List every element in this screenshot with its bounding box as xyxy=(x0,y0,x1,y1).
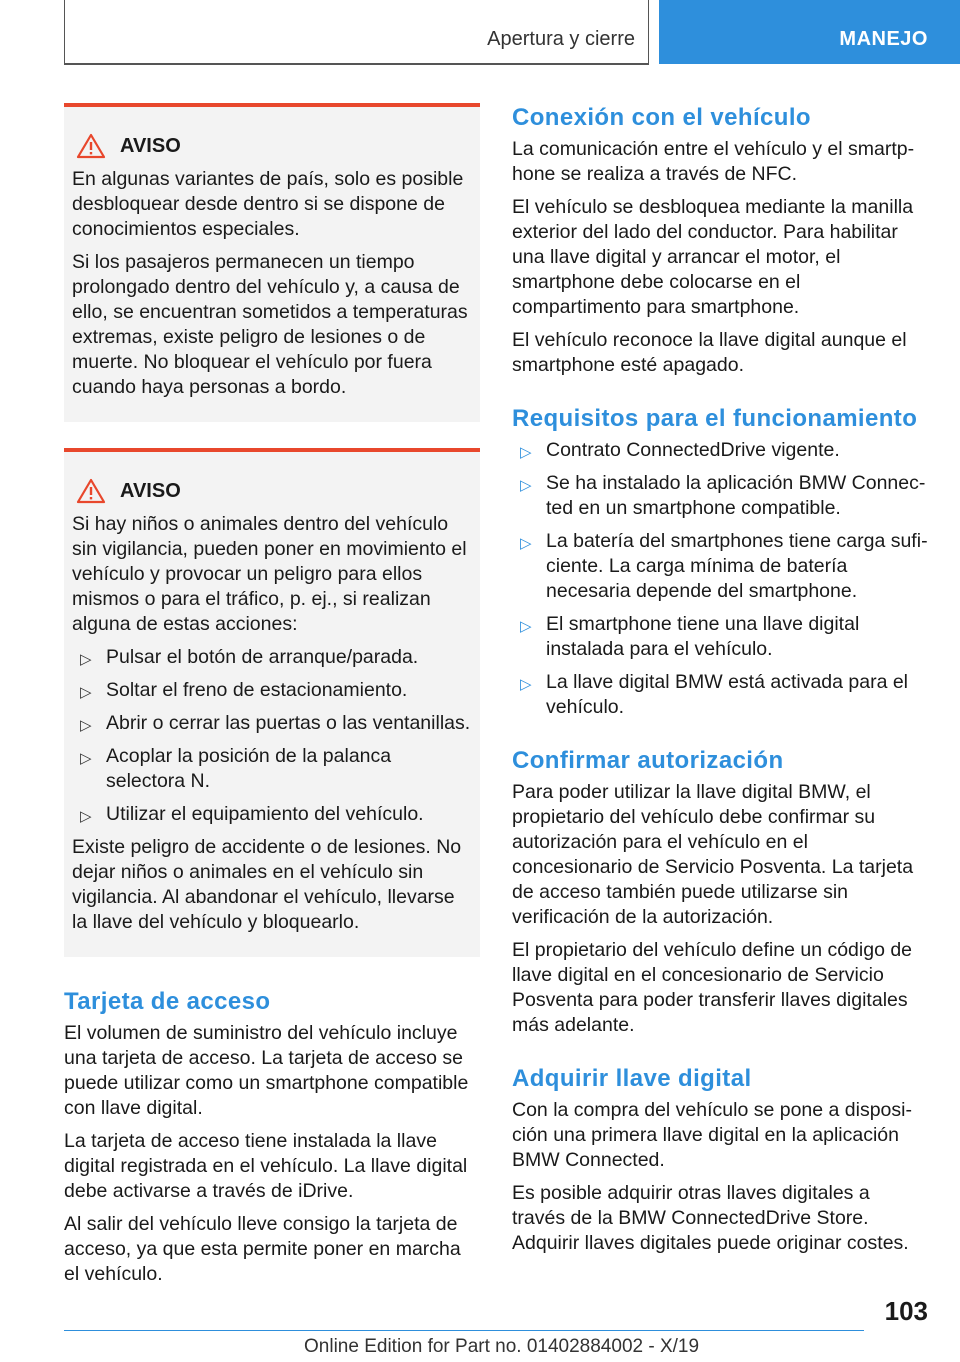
bullet-triangle-icon: ▷ xyxy=(520,618,532,635)
paragraph: El propietario del vehículo define un código de llave digital en el concesionario de Servicio Posventa para poder transferir llaves digitales más adelante. xyxy=(512,939,913,1036)
footer-edition-text: Online Edition for Part no. 01402884002 - X/19 xyxy=(304,1336,700,1357)
paragraph: El vehículo se desbloquea mediante la manilla exterior del lado del conductor. Para habilitar una llave digital y arrancar el motor, el smartphone debe colocarse en el compartimento para smartphone. xyxy=(512,196,914,318)
paragraph: Es posible adquirir otras llaves digitales a través de la BMW ConnectedDrive Store. Adquirir llaves digitales puede originar costes. xyxy=(512,1182,909,1254)
page-number: 103 xyxy=(884,1296,928,1326)
paragraph: La tarjeta de acceso tiene instalada la llave digital registrada en el vehículo. La llave digital debe activarse a través de iDrive. xyxy=(64,1130,468,1202)
paragraph: Con la compra del vehículo se pone a disposición una primera llave digital en la aplicación BMW Connected. xyxy=(512,1099,912,1171)
list-item: ▷ Se ha instalado la aplicación BMW Connected en un smartphone compatible. xyxy=(520,472,926,519)
bullet-triangle-icon: ▷ xyxy=(520,477,532,494)
section-requisitos xyxy=(512,404,928,720)
list-item: ▷ Acoplar la posición de la palanca selectora N. xyxy=(80,745,392,792)
warning-outro: Existe peligro de accidente o de lesiones. No dejar niños o animales en el vehículo sin vigilancia. Al abandonar el vehículo, llevarse la llave del vehículo y bloquearlo. xyxy=(72,836,462,933)
warning-action-list xyxy=(72,645,472,827)
section-title-adquirir: Adquirir llave digital xyxy=(512,1065,752,1092)
paragraph: Para poder utilizar la llave digital BMW, el propietario del vehículo debe confirmar su autorización para el vehículo en el concesionario de Servicio Posventa. La tarjeta de acceso también puede utilizarse sin verificación de la autorización. xyxy=(512,781,914,928)
paragraph: El vehículo reconoce la llave digital aunque el smartphone esté apagado. xyxy=(512,329,907,376)
warning-title xyxy=(72,474,472,508)
list-item: ▷ Soltar el freno de estacionamiento. xyxy=(72,678,472,703)
section-title-tarjeta: Tarjeta de acceso xyxy=(64,988,271,1015)
list-item: ▷ La llave digital BMW está activada para el vehículo. xyxy=(520,671,909,718)
paragraph: El volumen de suministro del vehículo incluye una tarjeta de acceso. La tarjeta de acceso se puede utilizar como un smartphone compatible con llave digital. xyxy=(64,1022,469,1119)
bullet-triangle-icon: ▷ xyxy=(520,676,532,693)
header-left-rule xyxy=(64,0,65,64)
warning-paragraph: En algunas variantes de país, solo es posible desbloquear desde dentro si se dispone de conocimientos especiales. xyxy=(72,168,464,240)
bullet-triangle-icon: ▷ xyxy=(80,750,92,767)
warning-paragraph: Si los pasajeros permanecen un tiempo prolongado dentro del vehículo y, a causa de ello, se encuentran sometidos a temperaturas extremas, existe peligro de lesiones o de muerte. No bloquear el vehículo por fuera cuando haya personas a bordo. xyxy=(72,251,468,398)
bullet-triangle-icon: ▷ xyxy=(520,535,532,552)
warning-intro: Si hay niños o animales dentro del vehículo sin vigilancia, pueden poner en movimiento el vehículo y provocar un peligro para ellos mismos o para el tráfico, p. ej., si realizan alguna de estas acciones: xyxy=(72,513,467,635)
bullet-triangle-icon: ▷ xyxy=(80,808,92,825)
warning-triangle-icon xyxy=(76,478,106,504)
left-column xyxy=(64,103,480,1295)
warning-title xyxy=(72,129,472,163)
paragraph: La comunicación entre el vehículo y el smartphone se realiza a través de NFC. xyxy=(512,138,915,185)
bullet-triangle-icon: ▷ xyxy=(80,651,92,668)
header-chapter-tab[interactable] xyxy=(659,0,960,64)
warning-label: AVISO xyxy=(120,134,181,157)
section-confirmar xyxy=(512,746,928,1038)
warning-label: AVISO xyxy=(120,479,181,502)
section-title-conexion: Conexión con el vehículo xyxy=(512,104,811,131)
right-column xyxy=(512,103,928,1264)
warning-box-2 xyxy=(64,448,480,957)
list-item: ▷ El smartphone tiene una llave digital instalada para el vehículo. xyxy=(520,613,860,660)
requirements-list xyxy=(512,438,928,720)
list-item: ▷ La batería del smartphones tiene carga suficiente. La carga mínima de batería necesaria depende del smartphone. xyxy=(520,530,928,602)
bullet-triangle-icon: ▷ xyxy=(80,684,92,701)
list-item: ▷ Abrir o cerrar las puertas o las ventanillas. xyxy=(72,711,472,736)
list-item: ▷ Utilizar el equipamiento del vehículo. xyxy=(72,802,472,827)
list-item: ▷ Pulsar el botón de arranque/parada. xyxy=(72,645,472,670)
section-title-confirmar: Confirmar autorización xyxy=(512,747,784,774)
warning-box-1 xyxy=(64,103,480,422)
warning-triangle-icon xyxy=(76,133,106,159)
section-title-requisitos: Requisitos para el funcionamiento xyxy=(512,405,918,432)
header-chapter-label: MANEJO xyxy=(839,28,928,50)
header-bottom-rule xyxy=(64,63,649,65)
list-item: ▷ Contrato ConnectedDrive vigente. xyxy=(512,438,928,463)
header-right-rule xyxy=(648,0,649,64)
bullet-triangle-icon: ▷ xyxy=(520,444,532,461)
section-adquirir xyxy=(512,1064,928,1256)
bullet-triangle-icon: ▷ xyxy=(80,717,92,734)
header-section-title: Apertura y cierre xyxy=(487,28,635,50)
footer-rule xyxy=(64,1330,864,1331)
paragraph: Al salir del vehículo lleve consigo la tarjeta de acceso, ya que esta permite poner en marcha el vehículo. xyxy=(64,1213,461,1285)
